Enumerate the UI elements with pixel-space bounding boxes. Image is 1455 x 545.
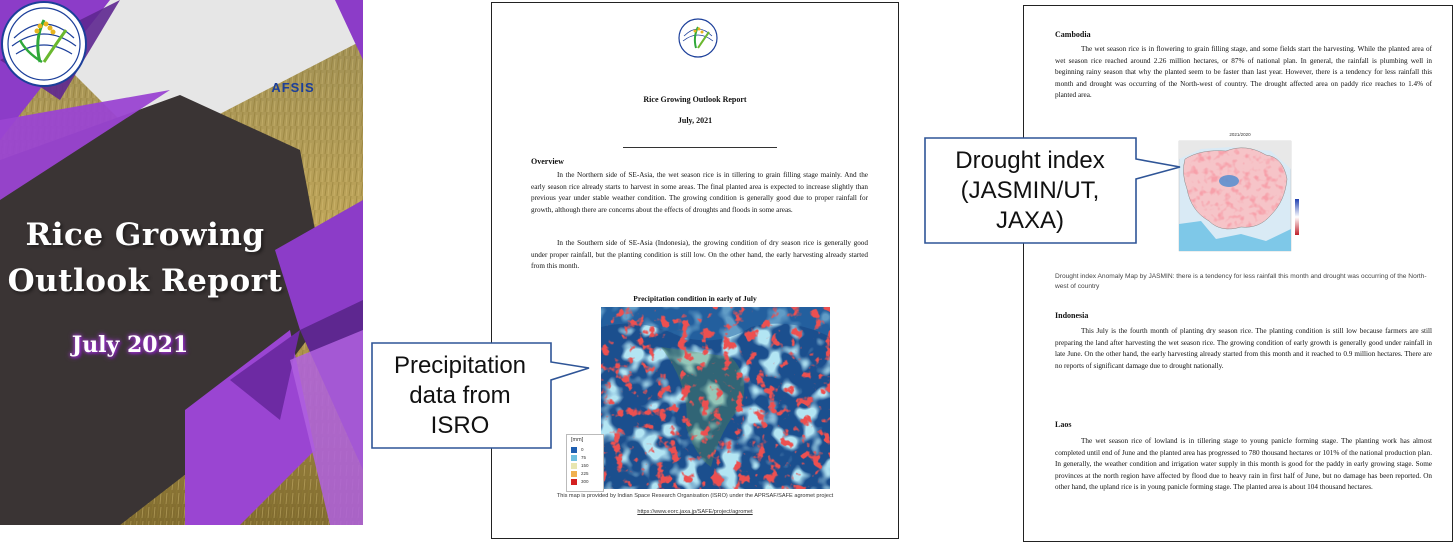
legend-item <box>571 470 589 477</box>
report-cover <box>0 0 363 525</box>
laos-heading: Laos <box>1055 420 1072 429</box>
laos-paragraph: The wet season rice of lowland is in tillering stage to young panicle forming stage. The planting work has almost completed until end of June and the planted area has progressed to 780 thousand hectares or 101% of the national production plan. In generally, the weather condition and irrigation water supply in this month is good for the paddy in early growing stage. Some provinces at the north region have affected by flood due to heavy rain in first half of June, but no damage has been reported. On other hand, the upland rice is in young panicle forming stage. The planted area is about 104 thousand hectares. <box>1055 437 1432 491</box>
callout-line: Precipitation <box>393 352 527 379</box>
afsis-logo-small <box>677 17 719 59</box>
map-source-caption: This map is provided by Indian Space Research Organisation (ISRO) under the APRSAF/SAFE agromet project <box>556 493 834 499</box>
report-page-countries <box>1023 5 1453 542</box>
legend-item <box>571 462 589 469</box>
legend-label: 0 <box>581 447 584 452</box>
precipitation-map <box>601 307 830 489</box>
title-divider <box>623 147 777 148</box>
cover-title <box>0 212 290 304</box>
overview-paragraph-south: In the Southern side of SE-Asia (Indonesia), the growing condition of dry season rice is generally good under proper rainfall, but the planting condition is still low. On the other hand, the early harvesting already started from this month. <box>531 239 868 270</box>
legend-label: 300 <box>581 479 589 484</box>
callout-text <box>922 135 1138 247</box>
drought-map-title: 2021/2020 <box>1229 132 1251 137</box>
cambodia-paragraph: The wet season rice is in flowering to grain filling stage, and some fields start the harvesting. While the planted area of wet season rice reached around 2.26 million hectares, or 87% of national plan. In general, the rainfall is plumbing well in beginning rainy season that why the planted seem to be faster than last year. However, there is a tendency for less rainfall this month and drought was occurring of the North-west of country. The drought affected area on paddy rice reaches to 1.4% of planted area. <box>1055 45 1432 99</box>
drought-map-caption: Drought index Anomaly Map by JASMIN: there is a tendency for less rainfall this month and drought was occurring of the North-west of country <box>1055 273 1427 290</box>
legend-item <box>571 478 589 485</box>
logo-text: AFSIS <box>271 80 315 95</box>
drought-index-map <box>1171 129 1309 259</box>
agromet-project-link[interactable]: https://www.eorc.jaxa.jp/SAFE/project/agromet <box>637 509 753 515</box>
precipitation-callout <box>369 340 594 452</box>
legend-label: 225 <box>581 471 589 476</box>
callout-line: JAXA) <box>995 207 1064 234</box>
overview-paragraph-north: In the Northern side of SE-Asia, the wet season rice is in tillering to grain filling stage mainly. And the early season rice already starts to harvest in some areas. The final planted area is expected to increase slightly than previous year under stable weather condition. The growing condition is generally good due to proper rainfall for growth, although there are concerns about the effects of droughts and floods in some areas. <box>531 171 868 214</box>
report-date: July, 2021 <box>677 116 713 125</box>
callout-line: Drought index <box>955 147 1105 174</box>
callout-text <box>369 340 551 452</box>
cover-date: July 2021 <box>71 332 189 358</box>
precipitation-map-title: Precipitation condition in early of July <box>633 294 757 303</box>
legend-label: 75 <box>581 455 587 460</box>
afsis-logo <box>0 0 88 88</box>
legend-unit: [mm] <box>571 437 584 443</box>
cover-title-line2: Outlook Report <box>7 263 283 299</box>
report-page-overview <box>491 2 899 539</box>
overview-heading: Overview <box>531 157 564 166</box>
callout-line: ISRO <box>430 412 490 439</box>
cover-title-line1: Rice Growing <box>25 217 265 253</box>
cambodia-heading: Cambodia <box>1055 30 1091 39</box>
indonesia-paragraph: This July is the fourth month of planting dry season rice. The planting condition is still low because farmers are still preparing the land after harvesting the wet season rice. The growing condition of early growth is generally good under rainfall in late June. On the other hand, the early harvesting already started from this month and it reached to 0.9 million hectares. There are no reports of significant damage due to drought nationally. <box>1055 327 1432 370</box>
legend-item <box>571 454 586 461</box>
callout-line: data from <box>409 382 511 409</box>
report-title: Rice Growing Outlook Report <box>643 95 747 104</box>
indonesia-heading: Indonesia <box>1055 311 1089 320</box>
drought-callout <box>922 135 1184 247</box>
callout-line: (JASMIN/UT, <box>960 177 1100 204</box>
legend-label: 150 <box>581 463 589 468</box>
